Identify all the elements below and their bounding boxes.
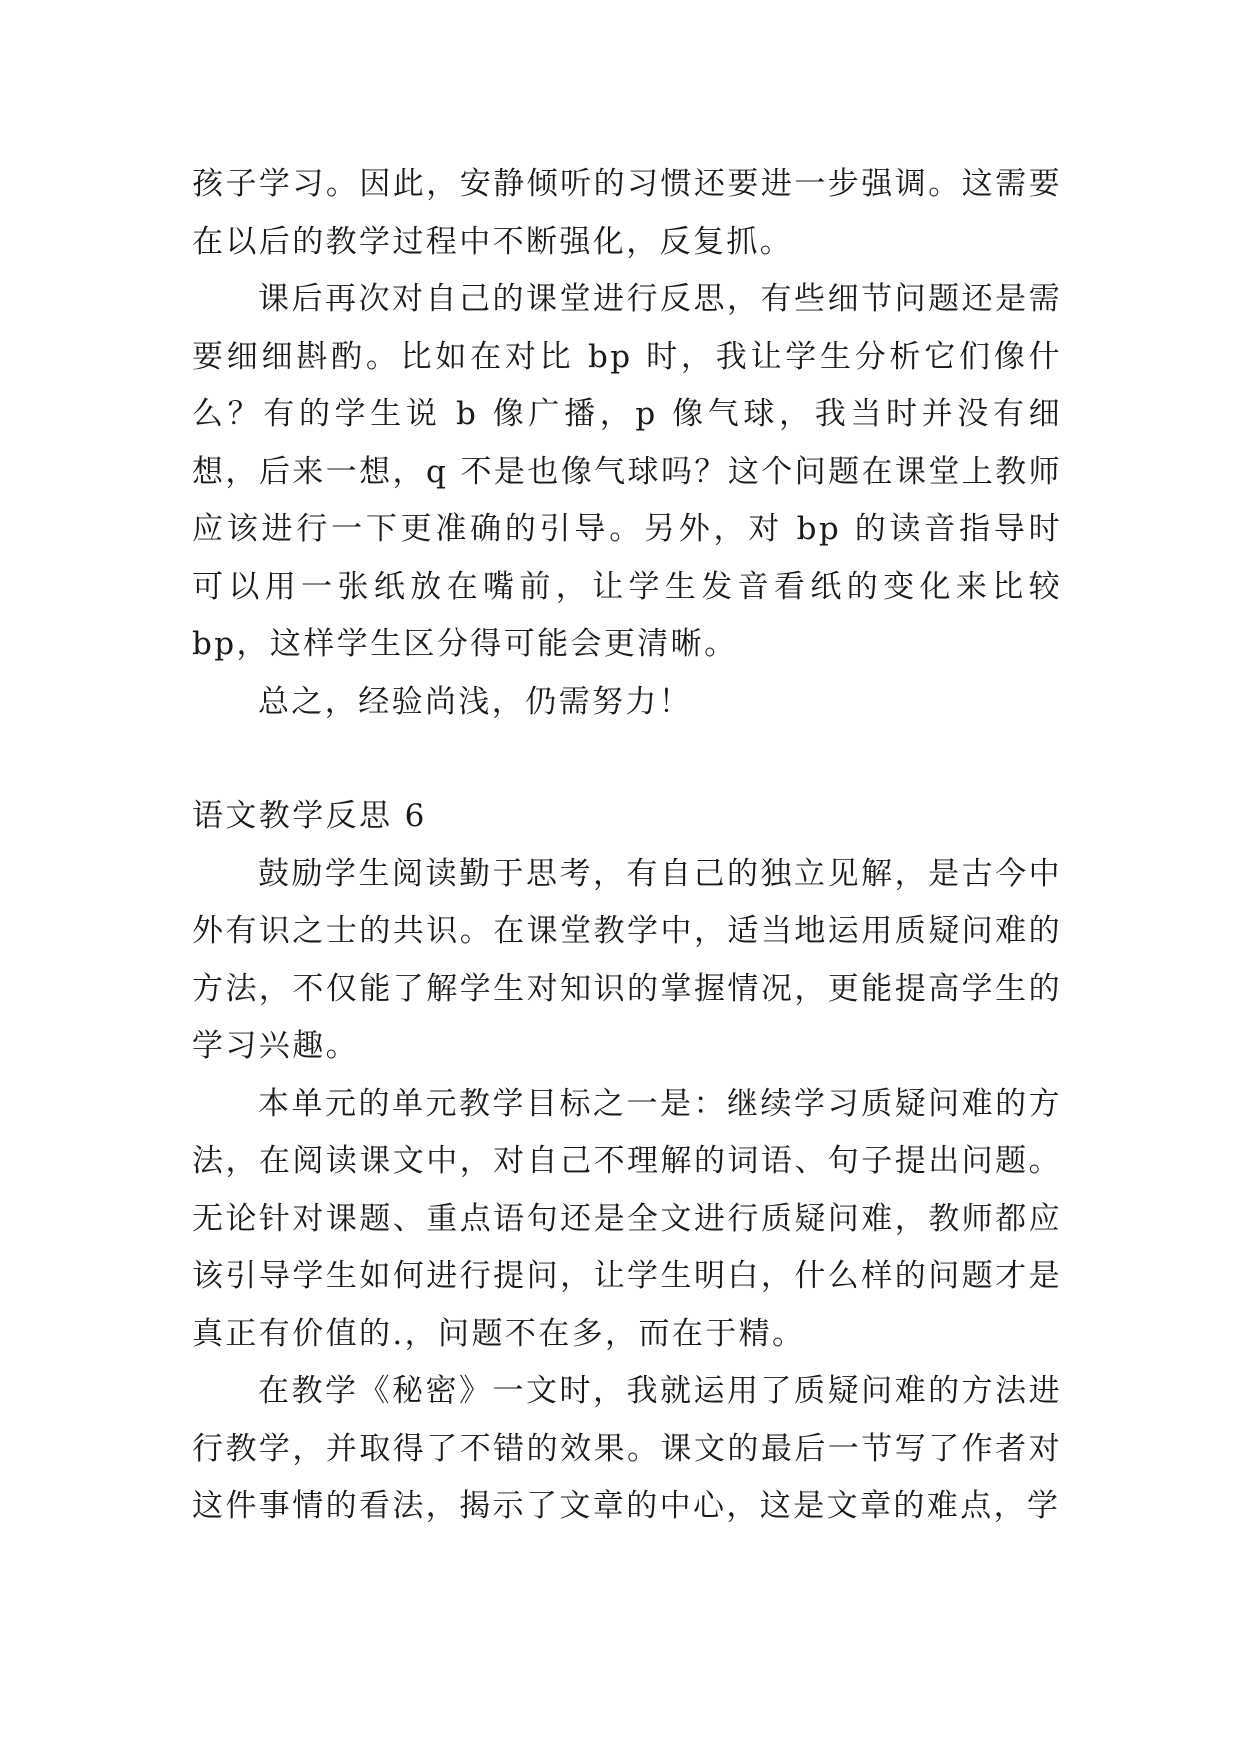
paragraph-conclusion: 总之，经验尚浅，仍需努力！ [258,683,693,720]
paragraph-continuation: 孩子学习。因此，安静倾听的习惯还要进一步强调。这需要在以后的教学过程中不断强化，反复抓。 [192,166,1062,260]
document-body [192,156,1062,1536]
paragraph-unit-goal: 本单元的单元教学目标之一是：继续学习质疑问难的方法，在阅读课文中，对自己不理解的词语、句子提出问题。无论针对课题、重点语句还是全文进行质疑问难，教师都应该引导学生如何进行提问，让学生明白，什么样的问题才是真正有价值的.，问题不在多，而在于精。 [192,1085,1062,1352]
paragraph-reflection: 课后再次对自己的课堂进行反思，有些细节问题还是需要细细斟酌。比如在对比 bp 时，我让学生分析它们像什么？有的学生说 b 像广播，p 像气球，我当时并没有细想，后来一想，q 不是也像气球吗？这个问题在课堂上教师应该进行一下更准确的引导。另外，对 bp 的读音指导时可以用一张纸放在嘴前，让学生发音看纸的变化来比较 bp，这样学生区分得可能会更清晰。 [192,281,1062,662]
section-title: 语文教学反思 6 [192,798,427,834]
paragraph-intro: 鼓励学生阅读勤于思考，有自己的独立见解，是古今中外有识之士的共识。在课堂教学中，适当地运用质疑问难的方法，不仅能了解学生对知识的掌握情况，更能提高学生的学习兴趣。 [192,855,1062,1064]
paragraph-lesson-example: 在教学《秘密》一文时，我就运用了质疑问难的方法进行教学，并取得了不错的效果。课文的最后一节写了作者对这件事情的看法，揭示了文章的中心，这是文章的难点，学 [192,1373,1062,1524]
